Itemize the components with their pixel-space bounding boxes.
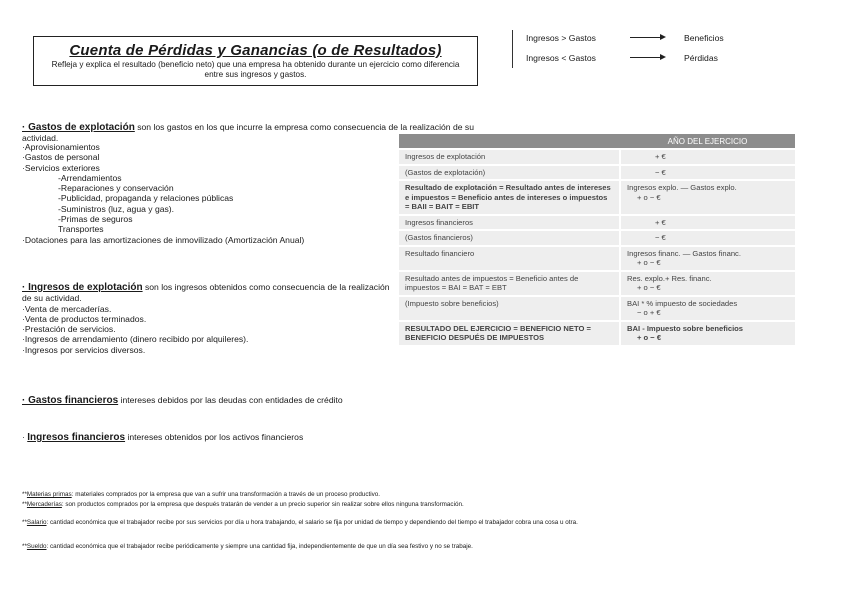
relation-condition: Ingresos > Gastos	[526, 33, 596, 43]
relation-profit	[526, 32, 786, 44]
row-value: Ingresos financ. — Gastos financ.	[627, 248, 741, 258]
row-label: (Gastos de explotación)	[399, 165, 620, 181]
footnote-term: Mercaderías	[26, 501, 62, 508]
list-item: ·Aprovisionamientos	[22, 142, 100, 152]
row-value: Res. explo.+ Res. financ.	[627, 273, 712, 283]
row-sign: + o − €	[637, 258, 661, 267]
results-table	[399, 134, 795, 345]
row-sign: + o − €	[637, 192, 661, 202]
row-label: Resultado de explotación = Resultado antes de intereses e impuestos = Beneficio antes de intereses o impuestos = BAII = BAIT = EBIT	[399, 180, 620, 215]
list-item: ·Ingresos por servicios diversos.	[22, 344, 146, 355]
footnote-text: : cantidad económica que el trabajador recibe por sus servicios por día u hora trabajando, el salario se fija por unidad de tiempo y dependiendo del tiempo el trabajador cobra una cosa u otra.	[46, 519, 578, 526]
table-row	[399, 215, 795, 231]
row-value: − €	[655, 167, 666, 177]
footnote-term: Sueldo	[26, 543, 47, 550]
gastos-explotacion-definition: son los gastos en los que incurre la empresa como consecuencia de la realización de su actividad.	[22, 122, 474, 144]
gastos-explotacion-heading: · Gastos de explotación	[22, 122, 135, 133]
list-item: ·Venta de mercaderías.	[22, 303, 112, 314]
page-title: Cuenta de Pérdidas y Ganancias (o de Resultados)	[69, 42, 442, 59]
footnote: **Materias primas: materiales comprados por la empresa que van a sufrir una transformación a través de un proceso productivo.	[22, 491, 381, 498]
row-value: Ingresos explo. — Gastos explo.	[627, 183, 737, 192]
row-label: (Impuesto sobre beneficios)	[399, 296, 620, 321]
ingresos-financieros-definition: intereses obtenidos por los activos financieros	[125, 432, 304, 442]
relation-result: Pérdidas	[684, 53, 718, 63]
row-value: + €	[655, 152, 666, 161]
footnote: **Sueldo: cantidad económica que el trabajador recibe periódicamente y siempre una cantidad fija, independientemente de que un día sea festivo y no se trabaje.	[22, 543, 473, 550]
row-value: − €	[655, 233, 666, 242]
table-row	[399, 321, 795, 345]
footnote: **Salario: cantidad económica que el trabajador recibe por sus servicios por día u hora trabajando, el salario se fija por unidad de tiempo y dependiendo del tiempo el trabajador cobra una cosa u otra.	[22, 519, 578, 526]
ingresos-explotacion-definition: son los ingresos obtenidos como consecuencia de la realización de su actividad.	[22, 282, 390, 304]
table-header-row	[399, 134, 795, 149]
column-header-year: AÑO DEL EJERCICIO	[620, 134, 795, 149]
list-item: ·Venta de productos terminados.	[22, 313, 147, 324]
table-row	[399, 230, 795, 246]
page-subtitle: Refleja y explica el resultado (beneficio neto) que una empresa ha obtenido durante un ejercicio como diferencia entre sus ingresos y gastos.	[51, 60, 460, 79]
row-label: RESULTADO DEL EJERCICIO = BENEFICIO NETO = BENEFICIO DESPUÉS DE IMPUESTOS	[399, 321, 620, 345]
row-label: Resultado antes de impuestos = Beneficio antes de impuestos = BAI = BAT = EBT	[399, 271, 620, 296]
relation-result: Beneficios	[684, 33, 724, 43]
gastos-explotacion-list	[22, 142, 397, 245]
ingresos-explotacion-section	[22, 282, 397, 355]
row-value: BAI - Impuesto sobre beneficios	[627, 323, 744, 333]
gastos-financieros-definition: intereses debidos por las deudas con entidades de crédito	[118, 395, 343, 405]
table-row	[399, 296, 795, 321]
relation-loss	[526, 52, 786, 64]
arrow-right-icon	[630, 37, 664, 38]
ingresos-explotacion-heading: · Ingresos de explotación	[22, 282, 143, 293]
table-row	[399, 246, 795, 271]
relation-condition: Ingresos < Gastos	[526, 53, 596, 63]
table-row	[399, 165, 795, 181]
list-item: Transportes	[58, 224, 104, 235]
footnote-term: Salario	[26, 519, 47, 526]
row-label: Ingresos de explotación	[399, 149, 620, 165]
footnote-text: : cantidad económica que el trabajador recibe periódicamente y siempre una cantidad fija, independientemente de que un día sea festivo y no se trabaje.	[46, 543, 473, 550]
ingresos-financieros-section: · Ingresos financieros intereses obtenidos por los activos financieros	[22, 432, 304, 443]
list-item: -Publicidad, propaganda y relaciones públicas	[58, 193, 234, 204]
list-item: -Primas de seguros	[58, 214, 133, 225]
list-item: ·Dotaciones para las amortizaciones de inmovilizado (Amortización Anual)	[22, 234, 305, 245]
relations-divider	[512, 30, 513, 68]
row-sign: + o − €	[637, 283, 661, 292]
gastos-financieros-heading: · Gastos financieros	[22, 395, 119, 406]
row-sign: + o − €	[637, 333, 662, 342]
ingresos-financieros-heading: Ingresos financieros	[27, 432, 126, 443]
row-label: Resultado financiero	[399, 246, 620, 271]
title-box	[33, 36, 478, 86]
footnote-text: : son productos comprados por la empresa que después tratarán de vender a un precio superior sin realizar sobre ellos ninguna transformación.	[61, 501, 464, 508]
row-value: BAI * % impuesto de sociedades	[627, 298, 738, 308]
footnote-term: Materias primas	[26, 491, 72, 498]
list-item: ·Gastos de personal	[22, 152, 100, 163]
arrow-right-icon	[630, 57, 664, 58]
footnote: **Mercaderías: son productos comprados por la empresa que después tratarán de vender a un precio superior sin realizar sobre ellos ninguna transformación.	[22, 501, 464, 508]
list-item: -Suministros (luz, agua y gas).	[58, 203, 175, 214]
row-sign: − o + €	[637, 308, 661, 317]
gastos-financieros-section	[22, 395, 622, 406]
row-label: Ingresos financieros	[399, 215, 620, 231]
list-item: ·Ingresos de arrendamiento (dinero recibido por alquileres).	[22, 334, 249, 345]
table-row	[399, 149, 795, 165]
table-row	[399, 271, 795, 296]
list-item: -Reparaciones y conservación	[58, 183, 174, 194]
table-row	[399, 180, 795, 215]
list-item: ·Prestación de servicios.	[22, 324, 116, 335]
list-item: -Arrendamientos	[58, 172, 122, 183]
row-label: (Gastos financieros)	[399, 230, 620, 246]
list-item: ·Servicios exteriores	[22, 162, 100, 173]
row-value: + €	[655, 217, 666, 227]
footnote-text: : materiales comprados por la empresa que van a sufrir una transformación a través de un proceso productivo.	[71, 491, 381, 498]
